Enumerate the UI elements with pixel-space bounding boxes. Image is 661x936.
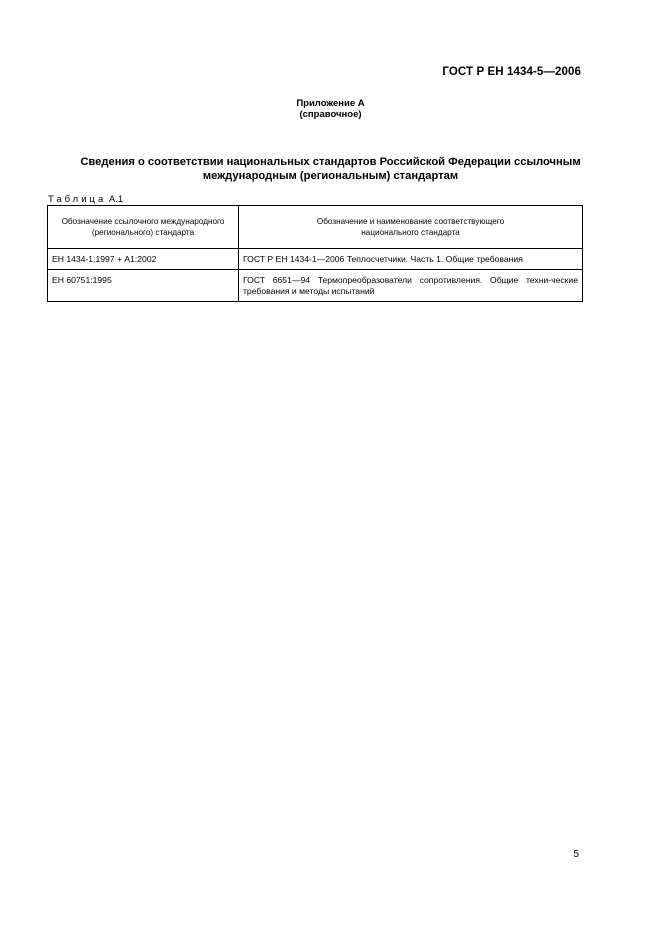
header-international-line-1: Обозначение ссылочного международного [61, 217, 225, 226]
table-row [48, 270, 583, 302]
document-code: ГОСТ Р ЕН 1434-5—2006 [442, 66, 581, 78]
annex-subtitle: (справочное) [299, 109, 362, 120]
annex-title: Приложение А [296, 98, 365, 109]
cell-international-standard: ЕН 1434-1:1997 + А1:2002 [48, 249, 239, 270]
cell-international-standard: ЕН 60751:1995 [48, 270, 239, 302]
section-title-line-2: международным (региональным) стандартам [202, 169, 459, 182]
table-caption-number: А.1 [108, 194, 124, 205]
header-national-line-1: Обозначение и наименование соответствующего [316, 217, 505, 226]
cell-national-standard: ГОСТ Р ЕН 1434-1—2006 Теплосчетчики. Часть 1. Общие требования [239, 249, 583, 270]
table-caption-word: Таблица [48, 194, 107, 205]
table-caption [48, 194, 123, 205]
header-national-standard [239, 206, 583, 249]
header-international-line-2: (регионального) стандарта [91, 228, 195, 237]
page-number: 5 [573, 849, 579, 860]
header-international-standard [48, 206, 239, 249]
header-national-line-2: национального стандарта [361, 228, 460, 237]
correspondence-table [47, 205, 583, 302]
annex-heading [0, 98, 661, 120]
section-title-line-1: Сведения о соответствии национальных стандартов Российской Федерации ссылочным [80, 156, 581, 168]
table-header-row [48, 206, 583, 249]
section-title [40, 156, 621, 183]
cell-national-standard: ГОСТ 6651—94 Термопреобразователи сопротивления. Общие техни-ческие требования и методы испытаний [239, 270, 583, 302]
table-row [48, 249, 583, 270]
